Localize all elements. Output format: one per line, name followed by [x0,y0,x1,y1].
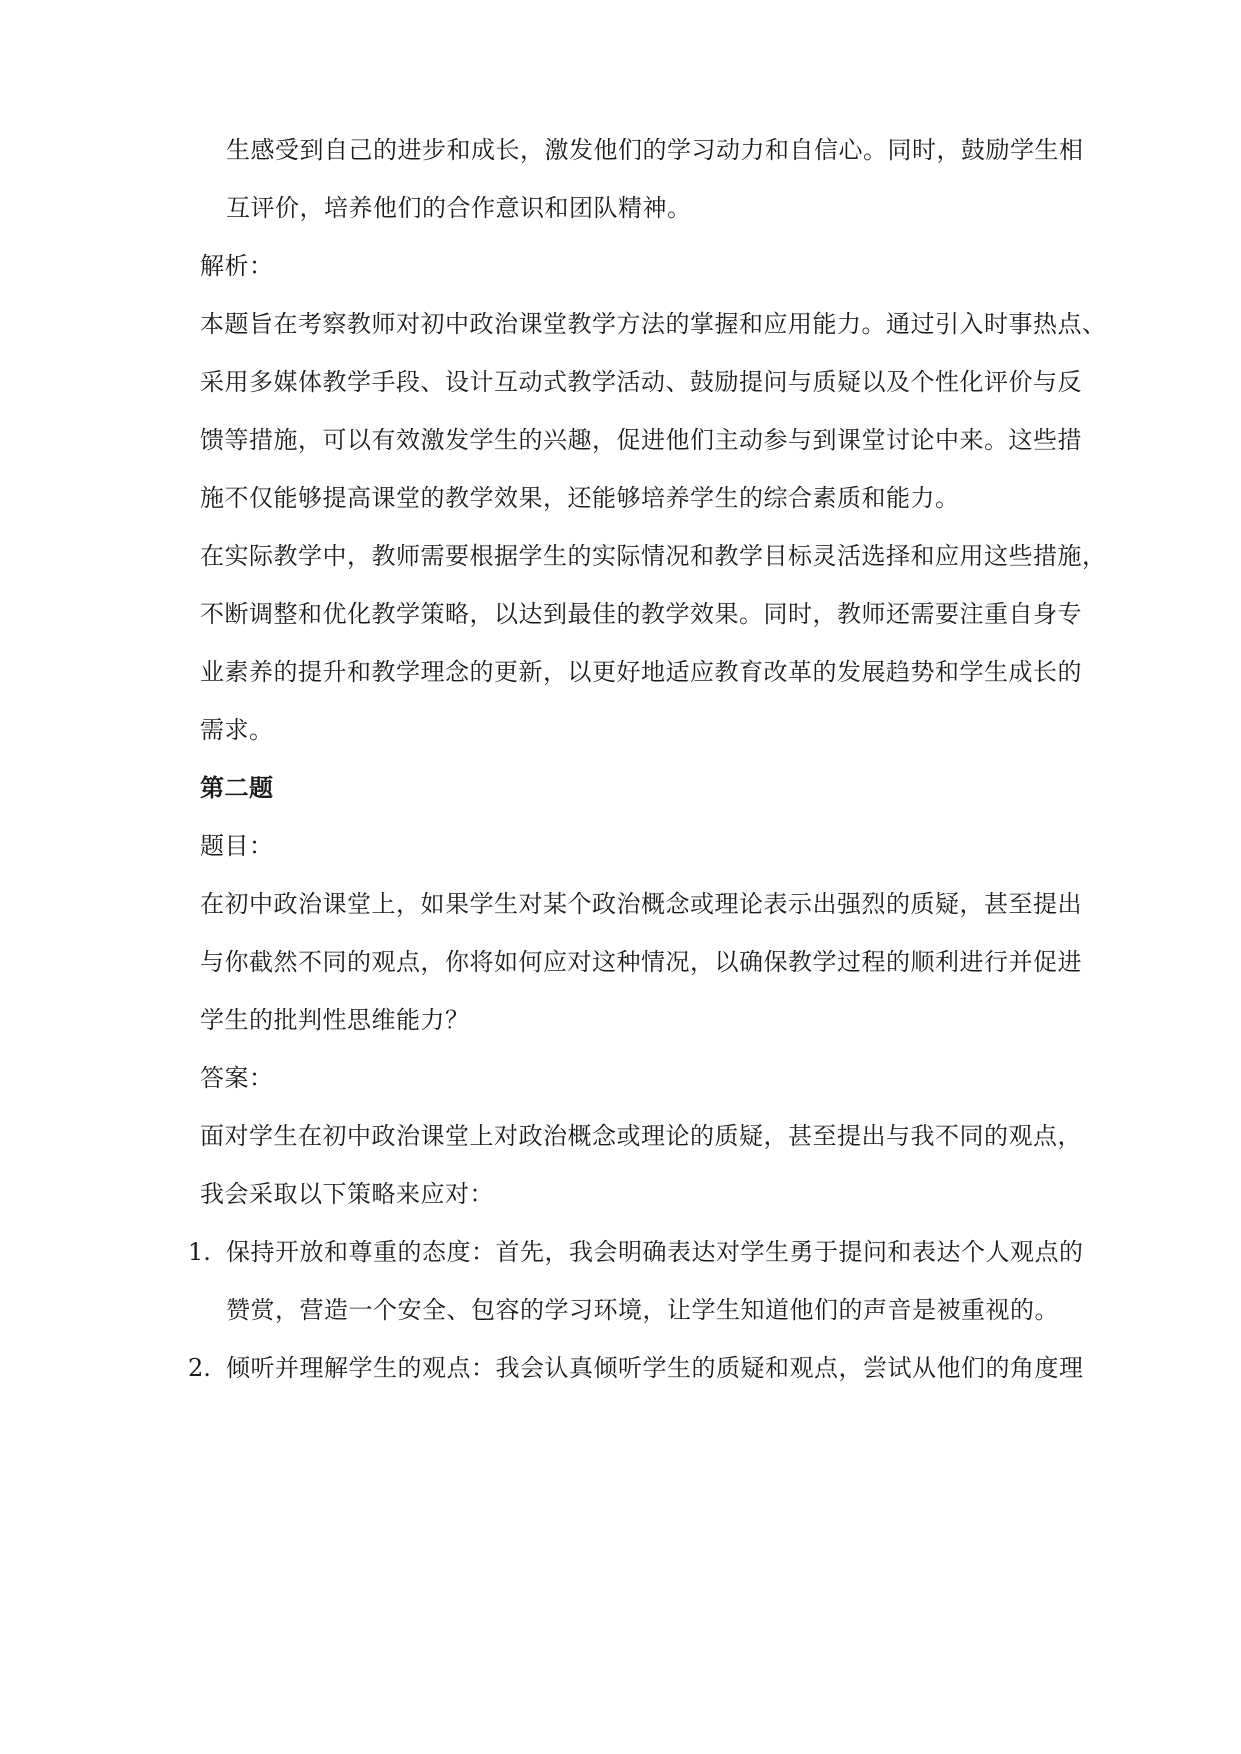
analysis-p2-line-4: 需求。 [200,716,274,744]
list-item-number: 2. [188,1354,211,1382]
list-item-line: 倾听并理解学生的观点：我会认真倾听学生的质疑和观点，尝试从他们的角度理 [226,1354,1084,1382]
question-line-1: 在初中政治课堂上，如果学生对某个政治概念或理论表示出强烈的质疑，甚至提出 [200,890,1082,918]
list-item-number: 1. [188,1238,211,1266]
analysis-p1-line-2: 采用多媒体教学手段、设计互动式教学活动、鼓励提问与质疑以及个性化评价与反 [200,368,1082,396]
analysis-label: 解析： [200,252,274,280]
list-item-line: 保持开放和尊重的态度：首先，我会明确表达对学生勇于提问和表达个人观点的 [226,1238,1084,1266]
answer-label: 答案： [200,1064,274,1092]
continuation-line-1: 生感受到自己的进步和成长，激发他们的学习动力和自信心。同时，鼓励学生相 [226,136,1084,164]
list-item-line: 赞赏，营造一个安全、包容的学习环境，让学生知道他们的声音是被重视的。 [226,1296,1059,1324]
analysis-p2-line-2: 不断调整和优化教学策略，以达到最佳的教学效果。同时，教师还需要注重自身专 [200,600,1082,628]
analysis-p1-line-4: 施不仅能够提高课堂的教学效果，还能够培养学生的综合素质和能力。 [200,484,960,512]
answer-intro-line-2: 我会采取以下策略来应对： [200,1180,494,1208]
continuation-line-2: 互评价，培养他们的合作意识和团队精神。 [226,194,692,222]
question-line-3: 学生的批判性思维能力？ [200,1006,470,1034]
question-label: 题目： [200,832,274,860]
analysis-p1-line-3: 馈等措施，可以有效激发学生的兴趣，促进他们主动参与到课堂讨论中来。这些措 [200,426,1082,454]
question-line-2: 与你截然不同的观点，你将如何应对这种情况，以确保教学过程的顺利进行并促进 [200,948,1082,976]
section-title: 第二题 [200,773,274,802]
analysis-p1-line-1: 本题旨在考察教师对初中政治课堂教学方法的掌握和应用能力。通过引入时事热点、 [200,310,1107,338]
analysis-p2-line-1: 在实际教学中，教师需要根据学生的实际情况和教学目标灵活选择和应用这些措施， [200,542,1107,570]
answer-intro-line-1: 面对学生在初中政治课堂上对政治概念或理论的质疑，甚至提出与我不同的观点， [200,1122,1082,1150]
analysis-p2-line-3: 业素养的提升和教学理念的更新，以更好地适应教育改革的发展趋势和学生成长的 [200,658,1082,686]
